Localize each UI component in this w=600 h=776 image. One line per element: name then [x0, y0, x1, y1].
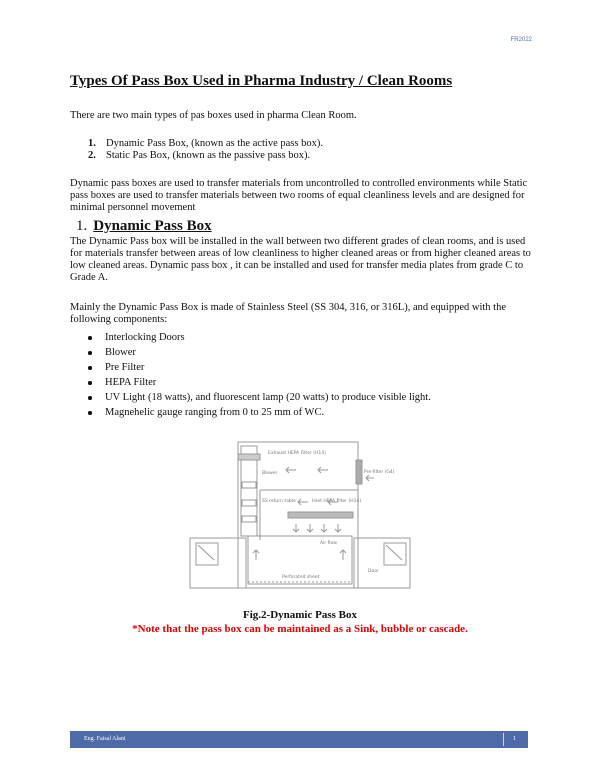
note-text: *Note that the pass box can be maintained as a Sink, bubble or cascade. [132, 623, 468, 635]
components-list [88, 330, 431, 421]
dynamic-pass-box-diagram [188, 440, 412, 600]
door-label: Door [368, 569, 379, 574]
list-item: UV Light (18 watts), and fluorescent lamp (20 watts) to produce visible light. [88, 390, 431, 405]
pass-box-types-list [88, 138, 323, 162]
blower-icon [242, 500, 256, 506]
page-footer [70, 731, 528, 748]
air-flow-label: Air flow [320, 541, 337, 546]
exhaust-hepa-label: Exhaust HEPA Filter (H14) [268, 451, 326, 456]
list-item: Interlocking Doors [88, 330, 431, 345]
inlet-hepa-label: Inlet HEPA filter (H14) [312, 499, 362, 504]
pre-filter [356, 460, 362, 484]
materials-paragraph: Mainly the Dynamic Pass Box is made of Stainless Steel (SS 304, 316, or 316L), and equipped with the following components: [70, 302, 506, 325]
intro-paragraph: There are two main types of pas boxes used in pharma Clean Room. [70, 110, 357, 121]
document-code: FR2022 [510, 37, 532, 43]
list-item: 1. Dynamic Pass Box, (known as the active pass box). [88, 138, 323, 149]
figure-caption: Fig.2-Dynamic Pass Box [243, 609, 357, 621]
section-heading: 1. Dynamic Pass Box [76, 218, 212, 234]
comparison-paragraph: Dynamic pass boxes are used to transfer materials from uncontrolled to controlled environments while Static pass boxes are used to transfer materials between two rooms of equal cleanliness levels and are designed for minimal personnel movement [70, 178, 528, 213]
list-item: 2. Static Pas Box, (known as the passive pass box). [88, 150, 311, 161]
page-number: 1 [513, 736, 516, 742]
list-item: Pre Filter [88, 360, 431, 375]
list-item: HEPA Filter [88, 375, 431, 390]
perforated-sheet-label: Perforated sheet [282, 575, 320, 580]
blower-label: Blower [262, 471, 278, 476]
exhaust-hepa-filter [238, 454, 260, 460]
inlet-hepa-filter [288, 512, 353, 518]
footer-author: Eng. Faisal Alani [84, 736, 126, 742]
blower-icon [242, 482, 256, 488]
dynamic-description-paragraph: The Dynamic Pass box will be installed in the wall between two different grades of clean rooms, and is used for materials transfer between areas of low cleanliness to higher cleaned areas or from higher cleaned areas to low cleaned areas. Dynamic pass box , it can be installed and used for transfer media plates from grade C to Grade A. [70, 236, 531, 283]
prefilter-label: Pre-filter (G4) [364, 470, 395, 475]
footer-divider [503, 733, 504, 746]
list-item: Magnehelic gauge ranging from 0 to 25 mm of WC. [88, 405, 431, 420]
right-door [354, 538, 410, 588]
return-table-label: SS return table [262, 499, 296, 504]
page-title: Types Of Pass Box Used in Pharma Industry / Clean Rooms [70, 73, 453, 89]
list-item: Blower [88, 345, 431, 360]
blower-icon [242, 516, 256, 522]
